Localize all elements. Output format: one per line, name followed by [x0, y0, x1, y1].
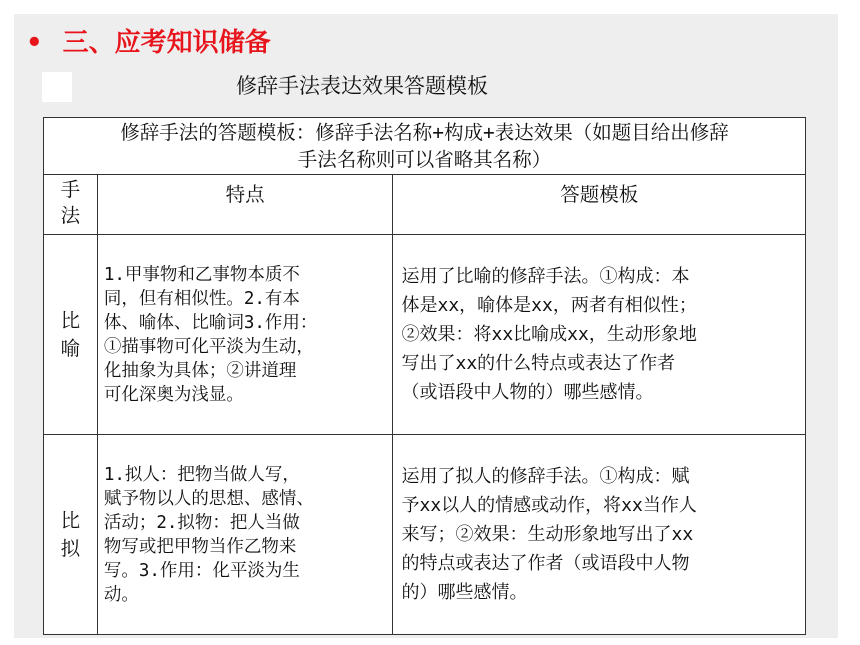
template-line: ②效果：将xx比喻成xx，生动形象地 — [401, 324, 697, 345]
method-char: 比 — [60, 308, 81, 332]
table-row — [44, 235, 806, 435]
header-method — [44, 175, 98, 235]
template-cell — [393, 435, 806, 635]
bullet-icon: • — [26, 28, 43, 58]
feature-line: 体、喻体、比喻词3.作用： — [103, 312, 318, 333]
section-heading — [26, 22, 271, 59]
intro-line: 手法名称则可以省略其名称） — [297, 148, 552, 171]
intro-row — [44, 118, 806, 175]
method-char: 拟 — [60, 536, 81, 560]
page-title: 修辞手法表达效果答题模板 — [236, 74, 488, 98]
rhetoric-template-table — [43, 117, 806, 635]
feature-line: ①描事物可化平淡为生动， — [103, 336, 314, 357]
intro-cell — [44, 118, 806, 175]
feature-line: 1.甲事物和乙事物本质不 — [103, 264, 300, 285]
feature-cell — [97, 435, 393, 635]
header-template: 答题模板 — [393, 175, 806, 235]
header-feature: 特点 — [97, 175, 393, 235]
method-char: 比 — [60, 508, 81, 532]
feature-line: 可化深奥为浅显。 — [103, 384, 244, 405]
feature-line: 写。3.作用：化平淡为生 — [103, 560, 300, 581]
template-line: 运用了比喻的修辞手法。①构成：本 — [401, 266, 690, 287]
template-line: 写出了xx的什么特点或表达了作者 — [401, 353, 676, 374]
feature-line: 物写或把甲物当作乙物来 — [103, 536, 297, 557]
intro-line: 修辞手法的答题模板：修辞手法名称+构成+表达效果（如题目给出修辞 — [120, 121, 729, 144]
feature-line: 同，但有相似性。2.有本 — [103, 288, 300, 309]
feature-line: 赋予物以人的思想、感情、 — [103, 488, 314, 509]
feature-line: 动。 — [103, 584, 139, 605]
table-row — [44, 435, 806, 635]
method-char: 喻 — [60, 336, 81, 360]
feature-cell — [97, 235, 393, 435]
template-line: 体是xx，喻体是xx，两者有相似性； — [401, 295, 697, 316]
template-line: 来写；②效果：生动形象地写出了xx — [401, 524, 694, 545]
header-row — [44, 175, 806, 235]
header-method-char: 法 — [60, 204, 81, 227]
template-line: 运用了拟人的修辞手法。①构成：赋 — [401, 466, 690, 487]
feature-line: 化抽象为具体；②讲道理 — [103, 360, 297, 381]
decorative-white-box — [42, 72, 72, 102]
feature-line: 1.拟人：把物当做人写， — [103, 464, 300, 485]
method-cell — [44, 235, 98, 435]
template-cell — [393, 235, 806, 435]
section-heading-text: 三、应考知识储备 — [62, 28, 271, 58]
template-line: 的特点或表达了作者（或语段中人物 — [401, 553, 690, 574]
template-line: 予xx以人的情感或动作，将xx当作人 — [401, 495, 697, 516]
feature-line: 活动；2.拟物：把人当做 — [103, 512, 300, 533]
header-method-char: 手 — [60, 178, 81, 201]
template-line: 的）哪些感情。 — [401, 582, 528, 603]
template-line: （或语段中人物的）哪些感情。 — [401, 382, 654, 403]
method-cell — [44, 435, 98, 635]
